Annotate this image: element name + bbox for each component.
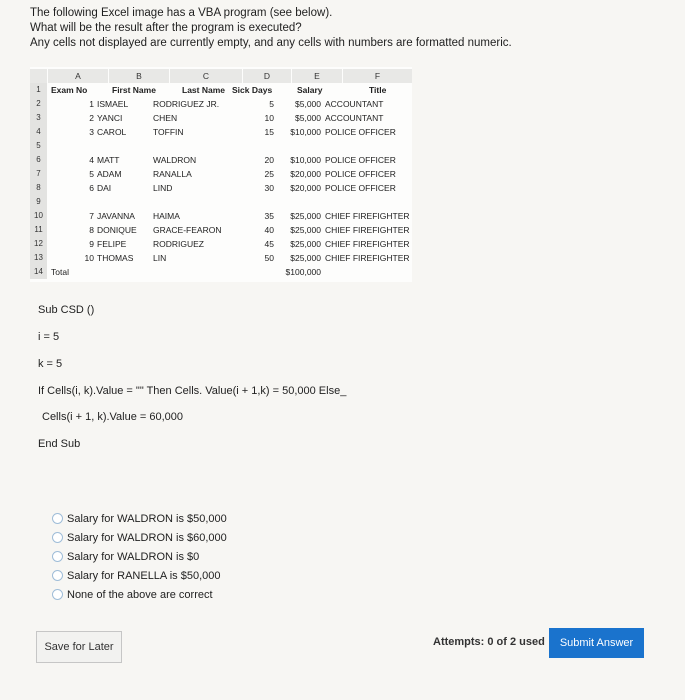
- last-name-cell: RODRIGUEZ: [153, 239, 204, 249]
- answer-option-label: Salary for WALDRON is $0: [67, 550, 200, 563]
- exam-no-cell: 1: [89, 99, 94, 109]
- salary-cell: $10,000: [290, 155, 321, 165]
- first-name-cell: ISMAEL: [97, 99, 129, 109]
- last-name-cell: RANALLA: [153, 169, 192, 179]
- first-name-cell: THOMAS: [97, 253, 134, 263]
- row-number: 7: [30, 167, 47, 181]
- first-name-cell: MATT: [97, 155, 120, 165]
- code-if-line: If Cells(i, k).Value = "" Then Cells. Value(i + 1,k) = 50,000 Else_: [38, 385, 347, 397]
- salary-cell: $25,000: [290, 225, 321, 235]
- row-number: 1: [30, 83, 47, 97]
- salary-cell: $20,000: [290, 183, 321, 193]
- salary-cell: $25,000: [290, 253, 321, 263]
- title-cell: CHIEF FIREFIGHTER: [325, 225, 410, 235]
- last-name-cell: GRACE-FEARON: [153, 225, 222, 235]
- total-salary-cell: $100,000: [285, 267, 321, 277]
- first-name-cell: DAI: [97, 183, 112, 193]
- first-name-cell: ADAM: [97, 169, 122, 179]
- answer-option[interactable]: [52, 547, 227, 566]
- exam-no-cell: 6: [89, 183, 94, 193]
- title-cell: CHIEF FIREFIGHTER: [325, 211, 410, 221]
- last-name-cell: LIN: [153, 253, 167, 263]
- last-name-cell: HAIMA: [153, 211, 180, 221]
- title-cell: ACCOUNTANT: [325, 99, 384, 109]
- header-cell: Exam No: [51, 85, 88, 95]
- salary-cell: $20,000: [290, 169, 321, 179]
- sick-days-cell: 30: [264, 183, 274, 193]
- answer-option[interactable]: [52, 509, 227, 528]
- sick-days-cell: 40: [264, 225, 274, 235]
- exam-no-cell: 2: [89, 113, 94, 123]
- row-number: 9: [30, 195, 47, 209]
- title-cell: CHIEF FIREFIGHTER: [325, 253, 410, 263]
- salary-cell: $10,000: [290, 127, 321, 137]
- code-sub-line: Sub CSD (): [38, 304, 95, 316]
- header-cell: Last Name: [182, 85, 225, 95]
- question-line: What will be the result after the program is executed?: [30, 22, 302, 34]
- sick-days-cell: 15: [264, 127, 274, 137]
- question-line: Any cells not displayed are currently empty, and any cells with numbers are formatted numeric.: [30, 37, 512, 49]
- radio-icon[interactable]: [52, 570, 63, 581]
- radio-icon[interactable]: [52, 532, 63, 543]
- answer-option-label: Salary for RANELLA is $50,000: [67, 569, 221, 582]
- row-number: 10: [30, 209, 47, 223]
- header-cell: Title: [369, 85, 387, 95]
- first-name-cell: DONIQUE: [97, 225, 137, 235]
- code-end-line: End Sub: [38, 438, 81, 450]
- title-cell: POLICE OFFICER: [325, 169, 396, 179]
- sick-days-cell: 10: [264, 113, 274, 123]
- radio-icon[interactable]: [52, 513, 63, 524]
- row-number: 8: [30, 181, 47, 195]
- question-line: The following Excel image has a VBA program (see below).: [30, 7, 333, 19]
- row-number: 14: [30, 265, 47, 279]
- attempts-counter: Attempts: 0 of 2 used: [433, 636, 545, 648]
- last-name-cell: CHEN: [153, 113, 178, 123]
- radio-icon[interactable]: [52, 589, 63, 600]
- column-header-b: B: [109, 69, 169, 83]
- sick-days-cell: 45: [264, 239, 274, 249]
- salary-cell: $25,000: [290, 211, 321, 221]
- answer-option[interactable]: [52, 566, 227, 585]
- first-name-cell: CAROL: [97, 127, 127, 137]
- row-number: 6: [30, 153, 47, 167]
- title-cell: ACCOUNTANT: [325, 113, 384, 123]
- salary-cell: $5,000: [295, 99, 321, 109]
- salary-cell: $25,000: [290, 239, 321, 249]
- header-cell: Salary: [297, 85, 323, 95]
- row-number: 13: [30, 251, 47, 265]
- save-for-later-button[interactable]: Save for Later: [36, 631, 122, 663]
- first-name-cell: FELIPE: [97, 239, 127, 249]
- spreadsheet-image: [30, 67, 412, 282]
- code-i-line: i = 5: [38, 331, 60, 343]
- answer-option-label: Salary for WALDRON is $60,000: [67, 531, 227, 544]
- title-cell: POLICE OFFICER: [325, 155, 396, 165]
- total-label: Total: [51, 267, 69, 277]
- select-all-corner: [30, 69, 47, 83]
- last-name-cell: TOFFIN: [153, 127, 184, 137]
- header-cell: First Name: [112, 85, 156, 95]
- exam-no-cell: 9: [89, 239, 94, 249]
- row-number: 5: [30, 139, 47, 153]
- salary-cell: $5,000: [295, 113, 321, 123]
- submit-answer-button[interactable]: Submit Answer: [549, 628, 644, 658]
- first-name-cell: YANCI: [97, 113, 123, 123]
- last-name-cell: WALDRON: [153, 155, 197, 165]
- answer-option[interactable]: [52, 585, 227, 604]
- title-cell: POLICE OFFICER: [325, 127, 396, 137]
- column-header-e: E: [292, 69, 342, 83]
- title-cell: POLICE OFFICER: [325, 183, 396, 193]
- answer-options: [52, 509, 227, 604]
- column-header-c: C: [170, 69, 242, 83]
- sick-days-cell: 25: [264, 169, 274, 179]
- row-number: 12: [30, 237, 47, 251]
- last-name-cell: LIND: [153, 183, 173, 193]
- exam-no-cell: 8: [89, 225, 94, 235]
- sick-days-cell: 20: [264, 155, 274, 165]
- column-header-a: A: [48, 69, 108, 83]
- answer-option[interactable]: [52, 528, 227, 547]
- row-number: 4: [30, 125, 47, 139]
- first-name-cell: JAVANNA: [97, 211, 135, 221]
- row-number: 3: [30, 111, 47, 125]
- row-number: 11: [30, 223, 47, 237]
- exam-no-cell: 5: [89, 169, 94, 179]
- exam-no-cell: 4: [89, 155, 94, 165]
- header-cell: Sick Days: [232, 85, 273, 95]
- sick-days-cell: 50: [264, 253, 274, 263]
- column-header-d: D: [243, 69, 291, 83]
- question-text: [30, 6, 512, 51]
- sick-days-cell: 5: [269, 99, 274, 109]
- title-cell: CHIEF FIREFIGHTER: [325, 239, 410, 249]
- row-number: 2: [30, 97, 47, 111]
- sick-days-cell: 35: [264, 211, 274, 221]
- exam-no-cell: 10: [84, 253, 94, 263]
- exam-no-cell: 7: [89, 211, 94, 221]
- answer-option-label: None of the above are correct: [67, 588, 213, 601]
- code-k-line: k = 5: [38, 358, 63, 370]
- column-header-f: F: [343, 69, 412, 83]
- last-name-cell: RODRIGUEZ JR.: [153, 99, 220, 109]
- exam-no-cell: 3: [89, 127, 94, 137]
- answer-option-label: Salary for WALDRON is $50,000: [67, 512, 227, 525]
- code-else-line: Cells(i + 1, k).Value = 60,000: [42, 411, 184, 423]
- radio-icon[interactable]: [52, 551, 63, 562]
